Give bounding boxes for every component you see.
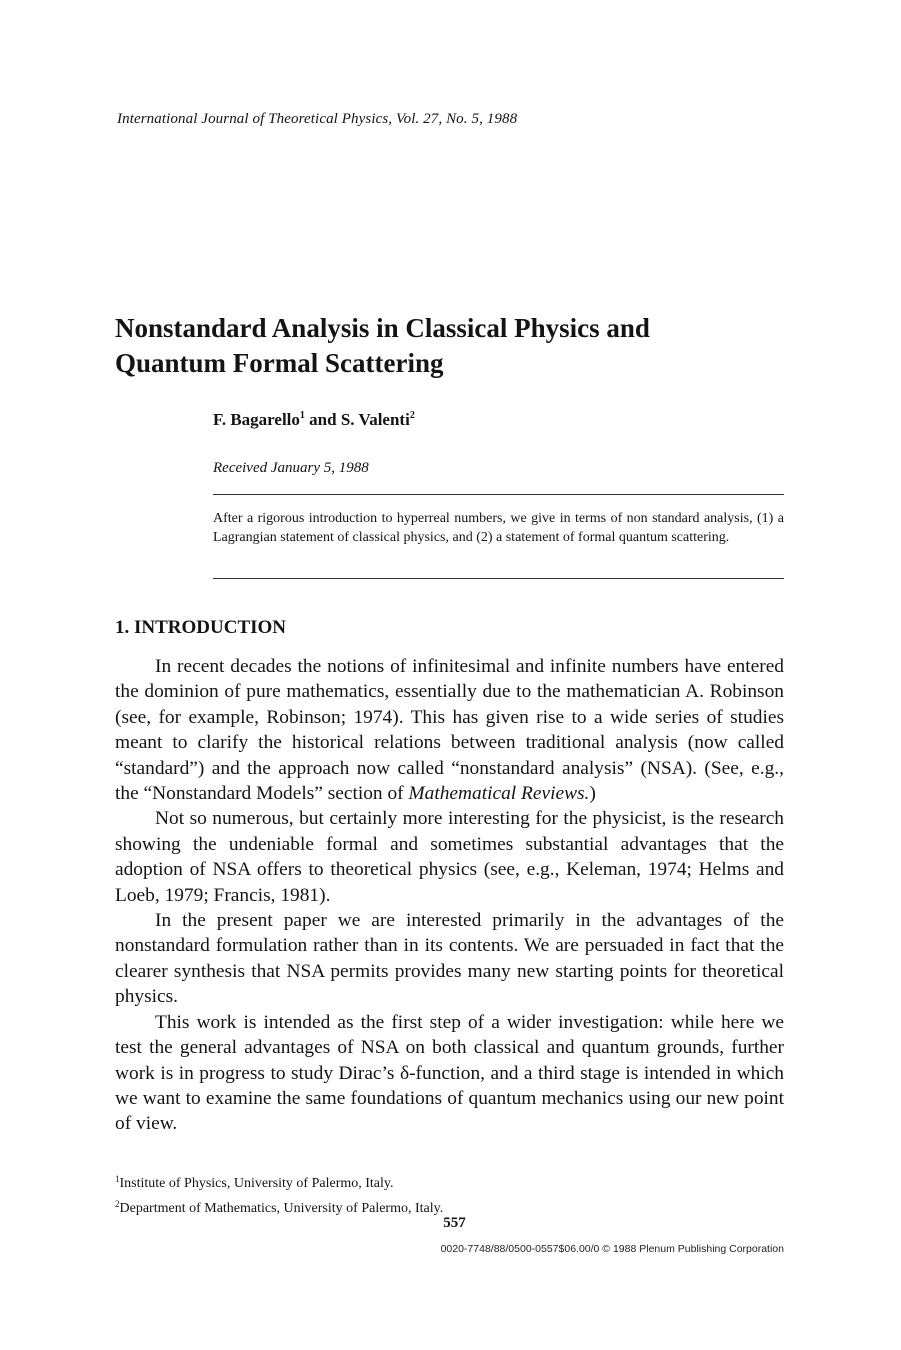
paragraph-text: In recent decades the notions of infinitesimal and infinite numbers have entered the dominion of pure mathematics, essentially due to the mathematician A. Robinson (see, for example, Robinson; 1974). This has given rise to a wide series of studies meant to clarify the historical relations between traditional analysis (now called “standard”) and the approach now called “nonstandard analysis” (NSA). (See, e.g., the “Nonstandard Models” section of bbox=[115, 656, 784, 805]
paragraph bbox=[115, 654, 784, 806]
footnote-text: Institute of Physics, University of Palermo, Italy. bbox=[119, 1176, 394, 1191]
paragraph: In the present paper we are interested primarily in the advantages of the nonstandard formulation rather than in its contents. We are persuaded in fact that the clearer synthesis that NSA permits provides many new starting points for theoretical physics. bbox=[115, 910, 784, 1008]
author-name: F. Bagarello bbox=[213, 410, 300, 429]
author-separator: and bbox=[304, 410, 341, 429]
author-list bbox=[213, 410, 415, 430]
title-line-1: Nonstandard Analysis in Classical Physics and bbox=[115, 313, 650, 343]
footnote-text: Department of Mathematics, University of Palermo, Italy. bbox=[119, 1201, 444, 1216]
abstract: After a rigorous introduction to hyperreal numbers, we give in terms of non standard analysis, (1) a Lagrangian statement of classical physics, and (2) a statement of formal quantum scattering. bbox=[213, 511, 784, 545]
paragraph-text: ) bbox=[589, 783, 596, 805]
affiliation-mark: 1 bbox=[299, 410, 305, 421]
footnote bbox=[115, 1169, 784, 1194]
section-heading: 1. INTRODUCTION bbox=[115, 617, 287, 638]
page-number bbox=[0, 1215, 901, 1232]
footnote-mark: 2 bbox=[115, 1199, 120, 1209]
title-line-2: Quantum Formal Scattering bbox=[115, 348, 444, 378]
section-body bbox=[115, 654, 784, 1137]
journal-citation: International Journal of Theoretical Physics, Vol. 27, No. 5, 1988 bbox=[117, 111, 518, 127]
copyright-line: 0020-7748/88/0500-0557$06.00/0 © 1988 Plenum Publishing Corporation bbox=[440, 1243, 784, 1255]
abstract-top-rule bbox=[213, 494, 784, 495]
page-number-text: 557 bbox=[443, 1215, 466, 1231]
abstract-bottom-rule bbox=[213, 578, 784, 579]
received-date: Received January 5, 1988 bbox=[213, 460, 369, 476]
paragraph: This work is intended as the first step of a wider investigation: while here we test the general advantages of NSA on both classical and quantum grounds, further work is in progress to study Dirac’s δ-function, and a third stage is intended in which we want to examine the same foundations of quantum mechanics using our new point of view. bbox=[115, 1011, 784, 1135]
footnotes bbox=[115, 1169, 784, 1219]
author-name: S. Valenti bbox=[340, 410, 410, 429]
article-title bbox=[115, 311, 815, 381]
footnote-mark: 1 bbox=[115, 1174, 120, 1184]
affiliation-mark: 2 bbox=[409, 410, 415, 421]
journal-reference: Mathematical Reviews. bbox=[408, 783, 590, 805]
paragraph: Not so numerous, but certainly more interesting for the physicist, is the research showing the undeniable formal and sometimes substantial advantages that the adoption of NSA offers to theoretical physics (see, e.g., Keleman, 1974; Helms and Loeb, 1979; Francis, 1981). bbox=[115, 808, 784, 906]
